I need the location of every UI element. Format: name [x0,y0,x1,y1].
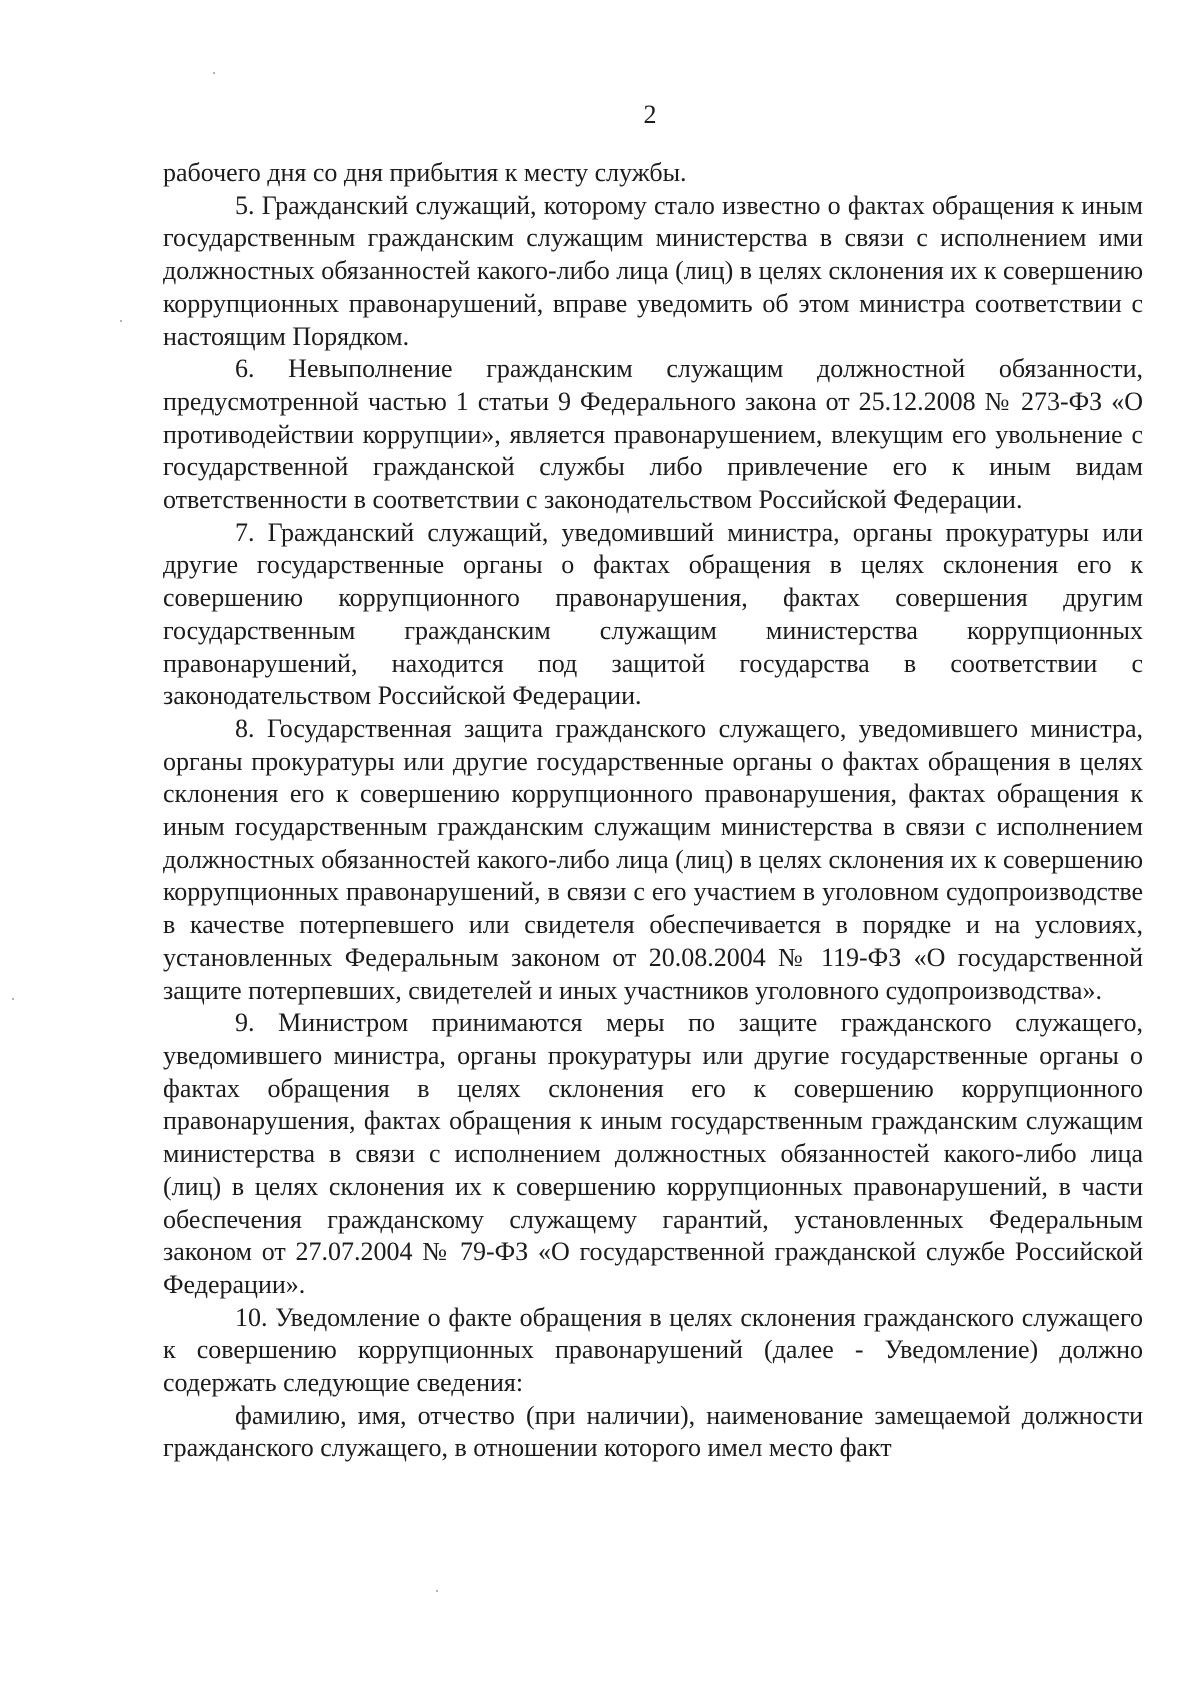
paragraph-8: 8. Государственная защита гражданского служащего, уведомившего министра, органы прокуратуры или другие государственные органы о фактах обращения в целях склонения его к совершению коррупционного правонарушения, фактах обращения к иным государственным гражданским служащим министерства в связи с исполнением должностных обязанностей какого-либо лица (лиц) в целях склонения их к совершению коррупционных правонарушений, в связи с его участием в уголовном судопроизводстве в качестве потерпевшего или свидетеля обеспечивается в порядке и на условиях, установленных Федеральным законом от 20.08.2004 № 119-ФЗ «О государственной защите потерпевших, свидетелей и иных участников уголовного судопроизводства». [163,713,1143,1005]
page-number: 2 [643,100,657,129]
paragraph-5: 5. Гражданский служащий, которому стало известно о фактах обращения к иным государственным гражданским служащим министерства в связи с исполнением ими должностных обязанностей какого-либо лица (лиц) в целях склонения их к совершению коррупционных правонарушений, вправе уведомить об этом министра соответствии с настоящим Порядком. [163,190,1143,351]
paragraph-6: 6. Невыполнение гражданским служащим должностной обязанности, предусмотренной частью 1 статьи 9 Федерального закона от 25.12.2008 № 273-ФЗ «О противодействии коррупции», является правонарушением, влекущим его увольнение с государственной гражданской службы либо привлечение его к иным видам ответственности в соответствии с законодательством Российской Федерации. [163,354,1143,515]
paragraph-continuation: рабочего дня со дня прибытия к месту службы. [163,158,687,187]
scan-speck [436,1590,438,1592]
scan-speck [120,320,122,322]
paragraph-7: 7. Гражданский служащий, уведомивший министра, органы прокуратуры или другие государственные органы о фактах обращения в целях склонения его к совершению коррупционного правонарушения, фактах совершения другим государственным гражданским служащим министерства коррупционных правонарушений, находится под защитой государства в соответствии с законодательством Российской Федерации. [163,517,1143,711]
paragraph-10: 10. Уведомление о факте обращения в целях склонения гражданского служащего к совершению коррупционных правонарушений (далее - Уведомление) должно содержать следующие сведения: [163,1302,1143,1398]
paragraph-9: 9. Министром принимаются меры по защите гражданского служащего, уведомившего министра, органы прокуратуры или другие государственные органы о фактах обращения в целях склонения его к совершению коррупционного правонарушения, фактах обращения к иным государственным гражданским служащим министерства в связи с исполнением должностных обязанностей какого-либо лица (лиц) в целях склонения их к совершению коррупционных правонарушений, в части обеспечения гражданскому служащему гарантий, установленных Федеральным законом от 27.07.2004 № 79-ФЗ «О государственной гражданской службе Российской Федерации». [163,1008,1143,1299]
document-body [163,157,1143,1465]
paragraph-list-item-1: фамилию, имя, отчество (при наличии), наименование замещаемой должности гражданского служащего, в отношении которого имел место факт [163,1400,1143,1463]
scan-speck [12,998,14,1000]
scan-speck [213,72,215,74]
